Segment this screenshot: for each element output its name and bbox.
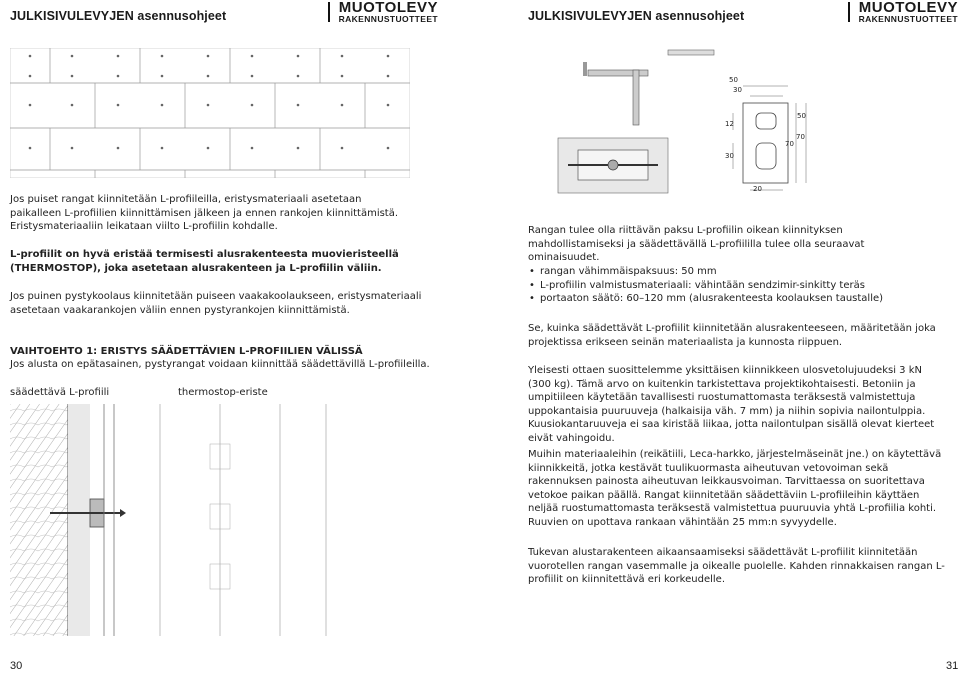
fastening-paragraph: Se, kuinka säädettävät L-profiilit kiinnitetään alusrakenteeseen, määritetään joka projektissa erikseen seinän materiaalista ja kunnosta riippuen. — [528, 323, 936, 348]
dim-label: 20 — [753, 185, 762, 193]
right-page-number: 31 — [946, 660, 959, 672]
dim-label: 30 — [725, 152, 734, 160]
right-page — [480, 0, 960, 674]
left-page-number: 30 — [10, 660, 23, 672]
thermostop-paragraph: L-profiilit on hyvä eristää termisesti alusrakenteesta muovieristeellä (THERMOSTOP), joka asetetaan alusrakenteen ja L-profiilin väliin. — [10, 249, 399, 274]
right-brand-logo — [854, 0, 958, 24]
brand-divider — [848, 2, 850, 22]
dim-label: 50 — [729, 76, 738, 84]
brand-divider — [328, 2, 330, 22]
requirements-intro: Rangan tulee olla riittävän paksu L-profiilin oikean kiinnityksen mahdollistamiseksi ja säädettävällä L-profiililla tulee olla seuraavat ominaisuudet. — [528, 225, 865, 263]
option-1-heading: VAIHTOEHTO 1: ERISTYS SÄÄDETTÄVIEN L-PROFIILIEN VÄLISSÄ — [10, 346, 363, 357]
requirements-list — [528, 265, 960, 306]
dim-label: 50 — [797, 112, 806, 120]
wall-section-drawing — [10, 404, 332, 636]
list-item: • rangan vähimmäispaksuus: 50 mm — [540, 265, 960, 279]
dim-label: 70 — [785, 140, 794, 148]
brand-name: MUOTOLEVY — [858, 0, 958, 16]
pullout-strength-paragraph: Yleisesti ottaen suosittelemme yksittäisen kiinnikkeen ulosvetolujuudeksi 3 kN (300 kg). Tämä arvo on kuitenkin tarkistettava projektikohtaisesti. Betoniin ja umpitiileen käytetään tavallisesti ruostumattomasta teräksestä valmistettuja uppokantaisia puuruuveja (halkaisija väh. 7 mm) ja niihin sopivia nailontulppia. Kuusiokantaruuveja ei saa kiristää liikaa, jotta nailontulpan sisällä olevat kierteet eivät vahingoidu. — [528, 365, 935, 444]
wood-battens-paragraph: Jos puinen pystykoolaus kiinnitetään puiseen vaakakoolaukseen, eristysmateriaali asetetaan vaakarankojen väliin ennen pystyrankojen kiinnittämistä. — [10, 291, 422, 316]
brand-name: MUOTOLEVY — [338, 0, 438, 16]
label-adjustable-l-profile: säädettävä L-profiili — [10, 387, 110, 398]
right-header-title: JULKISIVULEVYJEN asennusohjeet — [528, 9, 745, 23]
panel-grid-drawing — [10, 48, 410, 178]
list-item: • portaaton säätö: 60–120 mm (alusrakenteesta koolauksen taustalle) — [540, 292, 960, 306]
dim-label: 30 — [733, 86, 742, 94]
uneven-surface-paragraph: Jos alusta on epätasainen, pystyrangat voidaan kiinnittää säädettävillä L-profiileilla. — [10, 359, 430, 370]
brand-sub: RAKENNUSTUOTTEET — [858, 14, 958, 24]
other-materials-paragraph: Muihin materiaaleihin (reikätiili, Leca-harkko, järjestelmäseinät jne.) on käytettävä kiinnikkeitä, jotka kestävät tuulikuormasta aiheutuvan vetovoiman sekä rakennuksen painosta aiheutuvan leikkausvoiman. Tarvittaessa on suoritettava vetokoe paikan päällä. Rangat kiinnitetään säädettäviin L-profiileihin käyttäen neljää ruostumattomasta teräksestä valmistettua puuruuvia yhtä L-profiilia kohti. Ruuvien on upottava rankaan vähintään 25 mm:n syvyydelle. — [528, 449, 942, 528]
l-profile-drawing — [528, 48, 808, 198]
dim-label: 12 — [725, 120, 734, 128]
left-header-title: JULKISIVULEVYJEN asennusohjeet — [10, 9, 227, 23]
dim-label: 70 — [796, 133, 805, 141]
list-item: • L-profiilin valmistusmateriaali: vähintään sendzimir-sinkitty teräs — [540, 279, 960, 293]
label-thermostop: thermostop-eriste — [178, 387, 268, 398]
intro-paragraph: Jos puiset rangat kiinnitetään L-profiileilla, eristysmateriaali asetetaan paikalleen L-profiilien kiinnittämisen jälkeen ja ennen rankojen kiinnittämistä. Eristysmateriaaliin leikataan viilto L-profiilin kohdalle. — [10, 194, 399, 232]
left-brand-logo — [334, 0, 438, 24]
brand-sub: RAKENNUSTUOTTEET — [338, 14, 438, 24]
alternating-profiles-paragraph: Tukevan alustarakenteen aikaansaamiseksi säädettävät L-profiilit kiinnitetään vuorotellen rangan vasemmalle ja oikealle puolelle. Kahden rinnakkaisen rangan L-profiilit on kiinnitettävä eri korkeudelle. — [528, 547, 945, 585]
